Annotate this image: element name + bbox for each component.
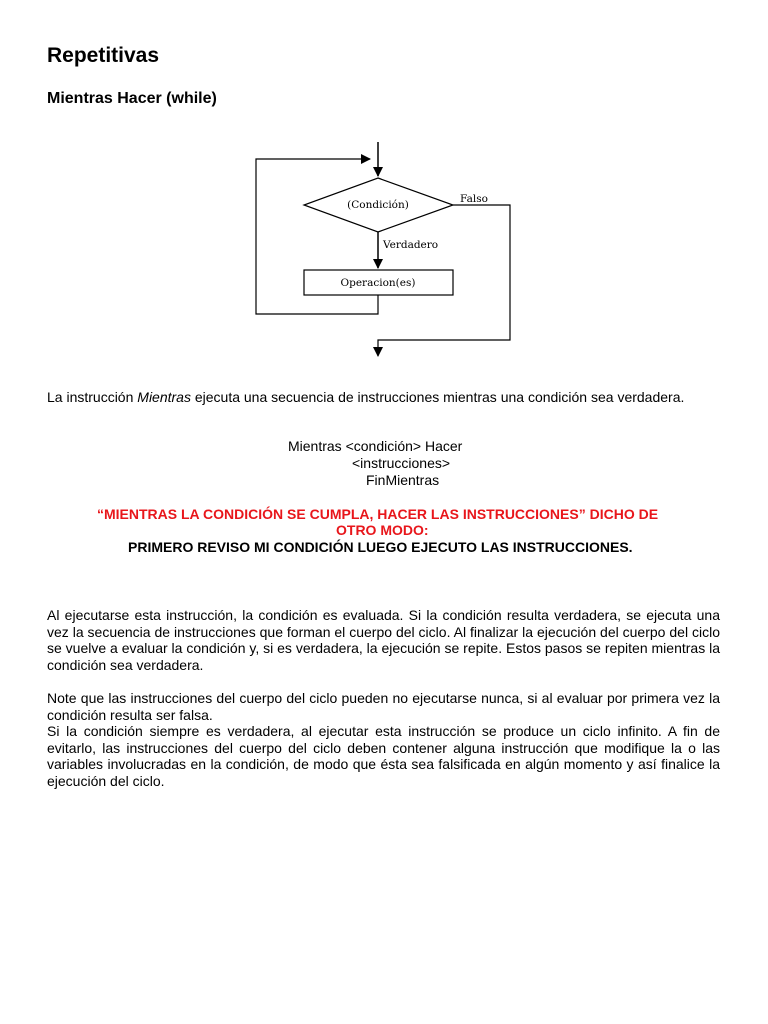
syntax-line-2: <instrucciones> <box>352 455 451 471</box>
condition-label: (Condición) <box>347 199 409 211</box>
true-label: Verdadero <box>383 239 439 251</box>
false-label: Falso <box>460 193 488 205</box>
intro-paragraph <box>47 389 720 406</box>
syntax-line-1: Mientras <condición> Hacer <box>288 438 463 454</box>
highlight-line-3: PRIMERO REVISO MI CONDICIÓN LUEGO EJECUTO LAS INSTRUCCIONES. <box>128 539 633 555</box>
highlight-line-1: “MIENTRAS LA CONDICIÓN SE CUMPLA, HACER LAS INSTRUCCIONES” DICHO DE <box>97 506 659 522</box>
paragraph-infinite-loop: Si la condición siempre es verdadera, al ejecutar esta instrucción se produce un ciclo infinito. A fin de evitarlo, las instrucciones del cuerpo del ciclo deben contener alguna instrucción que modifique la o las variables involucradas en la condición, de modo que ésta sea falsificada en algún momento y así finalice la ejecución del ciclo. <box>47 723 720 789</box>
highlight-line-2: OTRO MODO: <box>336 522 429 538</box>
syntax-line-3: FinMientras <box>366 472 440 488</box>
section-heading: Mientras Hacer (while) <box>47 90 217 107</box>
intro-keyword: Mientras <box>137 389 191 405</box>
paragraph-execution: Al ejecutarse esta instrucción, la condición es evaluada. Si la condición resulta verdadera, se ejecuta una vez la secuencia de instrucciones que forman el cuerpo del ciclo. Al finalizar la ejecución del cuerpo del ciclo se vuelve a evaluar la condición y, si es verdadera, la ejecución se repite. Estos pasos se repiten mientras la condición sea verdadera. <box>47 607 720 673</box>
page-title: Repetitivas <box>47 44 160 67</box>
operation-label: Operacion(es) <box>340 277 416 289</box>
intro-text-after: ejecuta una secuencia de instrucciones mientras una condición sea verdadera. <box>190 389 685 405</box>
paragraph-note: Note que las instrucciones del cuerpo del ciclo pueden no ejecutarse nunca, si al evaluar por primera vez la condición resulta ser falsa. <box>47 690 720 723</box>
while-flowchart <box>0 0 768 380</box>
intro-text-before: La instrucción <box>47 389 138 405</box>
